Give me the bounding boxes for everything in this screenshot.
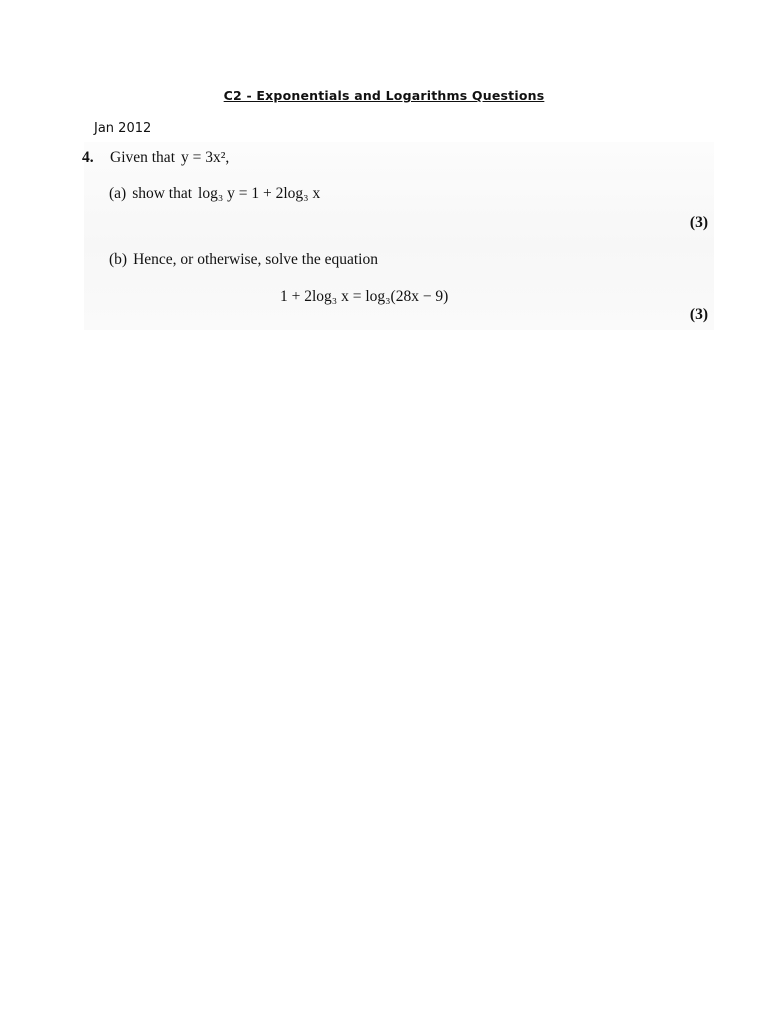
part-a-text: show that — [132, 185, 193, 202]
exam-session: Jan 2012 — [94, 121, 152, 136]
part-b — [109, 251, 378, 269]
given-expression: y = 3x², — [181, 149, 230, 166]
part-b-marks: (3) — [689, 306, 708, 323]
part-a-label: (a) — [109, 185, 127, 202]
part-a-expression: log₃ y = 1 + 2log₃ x — [198, 185, 321, 202]
part-a — [109, 185, 320, 203]
part-a-marks: (3) — [689, 214, 708, 231]
part-b-label: (b) — [109, 251, 128, 268]
part-b-text: Hence, or otherwise, solve the equation — [133, 251, 378, 268]
question-number: 4. — [82, 149, 94, 166]
part-b-equation: 1 + 2log₃ x = log₃(28x − 9) — [280, 288, 449, 305]
given-intro: Given that — [110, 149, 175, 166]
document-title: C2 - Exponentials and Logarithms Questions — [223, 88, 545, 103]
given-statement — [110, 149, 229, 167]
